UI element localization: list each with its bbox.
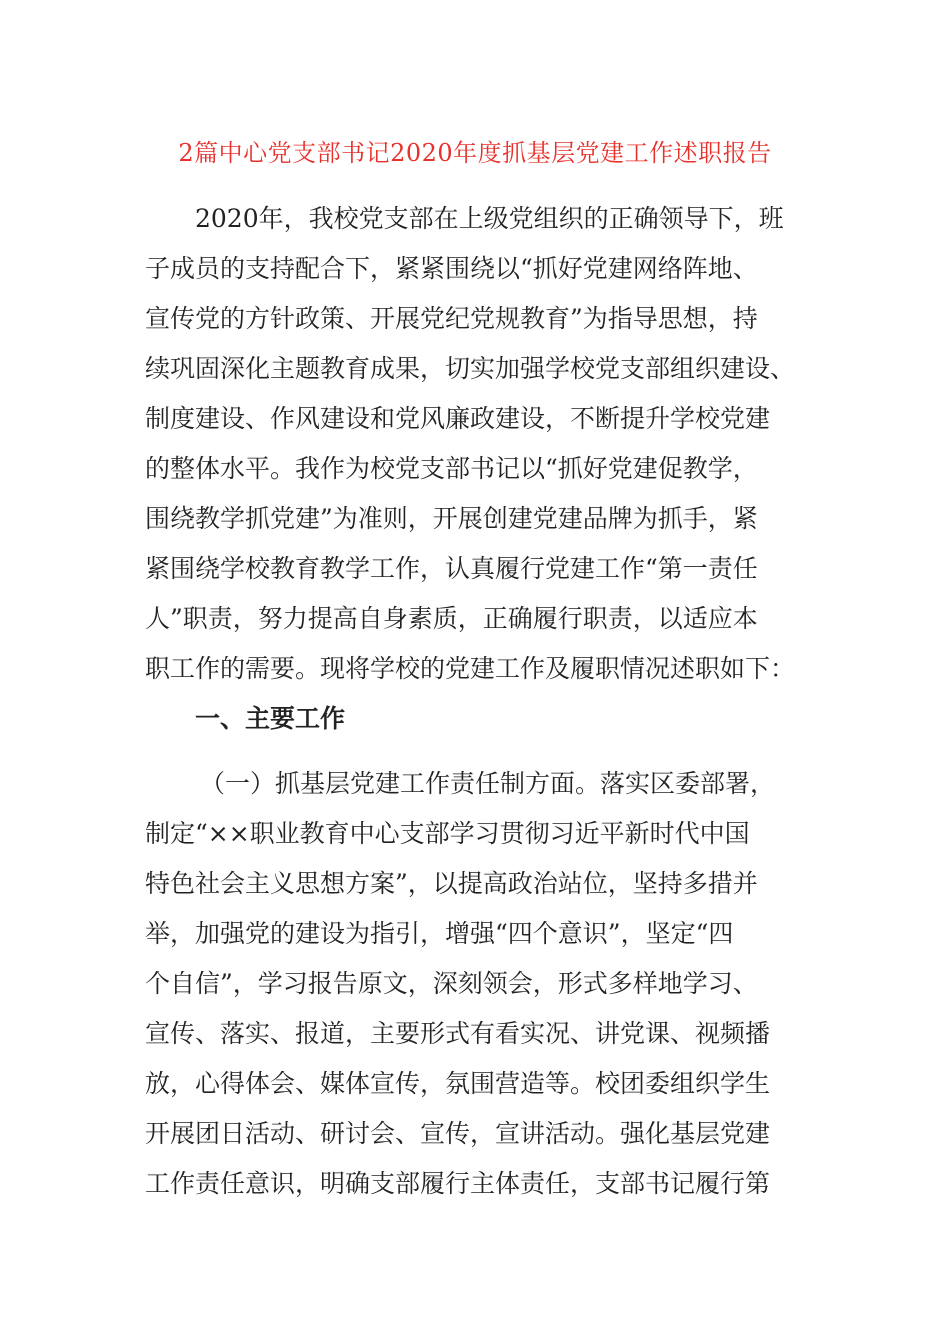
paragraph-line: 人”职责，努力提高自身素质，正确履行职责，以适应本 [145, 604, 758, 633]
paragraph-line: 开展团日活动、研讨会、宣传，宣讲活动。强化基层党建 [145, 1119, 771, 1148]
section-heading: 一、主要工作 [195, 704, 346, 733]
paragraph-line: 紧围绕学校教育教学工作，认真履行党建工作“第一责任 [145, 554, 758, 583]
paragraph-line: 举，加强党的建设为指引，增强“四个意识”，坚定“四 [145, 919, 734, 948]
paragraph-line: （一）抓基层党建工作责任制方面。落实区委部署， [200, 769, 776, 798]
paragraph-line: 放，心得体会、媒体宣传，氛围营造等。校团委组织学生 [145, 1069, 771, 1098]
paragraph-line: 的整体水平。我作为校党支部书记以“抓好党建促教学， [145, 454, 758, 483]
paragraph-line: 2020年，我校党支部在上级党组织的正确领导下，班 [195, 204, 784, 233]
paragraph-line: 个自信”，学习报告原文，深刻领会，形式多样地学习、 [145, 969, 758, 998]
paragraph-line: 特色社会主义思想方案”，以提高政治站位，坚持多措并 [145, 869, 758, 898]
paragraph-line: 宣传党的方针政策、开展党纪党规教育”为指导思想，持 [145, 304, 758, 333]
paragraph-line: 宣传、落实、报道，主要形式有看实况、讲党课、视频播 [145, 1019, 771, 1048]
paragraph-line: 制定“××职业教育中心支部学习贯彻习近平新时代中国 [145, 819, 750, 848]
paragraph-line: 子成员的支持配合下，紧紧围绕以“抓好党建网络阵地、 [145, 254, 758, 283]
paragraph-line: 工作责任意识，明确支部履行主体责任，支部书记履行第 [145, 1169, 771, 1198]
paragraph-line: 制度建设、作风建设和党风廉政建设，不断提升学校党建 [145, 404, 771, 433]
document-title: 2篇中心党支部书记2020年度抓基层党建工作述职报告 [178, 139, 772, 167]
document-body [145, 200, 805, 1215]
paragraph-line: 续巩固深化主题教育成果，切实加强学校党支部组织建设、 [145, 354, 796, 383]
paragraph-line: 围绕教学抓党建”为准则，开展创建党建品牌为抓手，紧 [145, 504, 758, 533]
paragraph-line: 职工作的需要。现将学校的党建工作及履职情况述职如下： [145, 654, 796, 683]
